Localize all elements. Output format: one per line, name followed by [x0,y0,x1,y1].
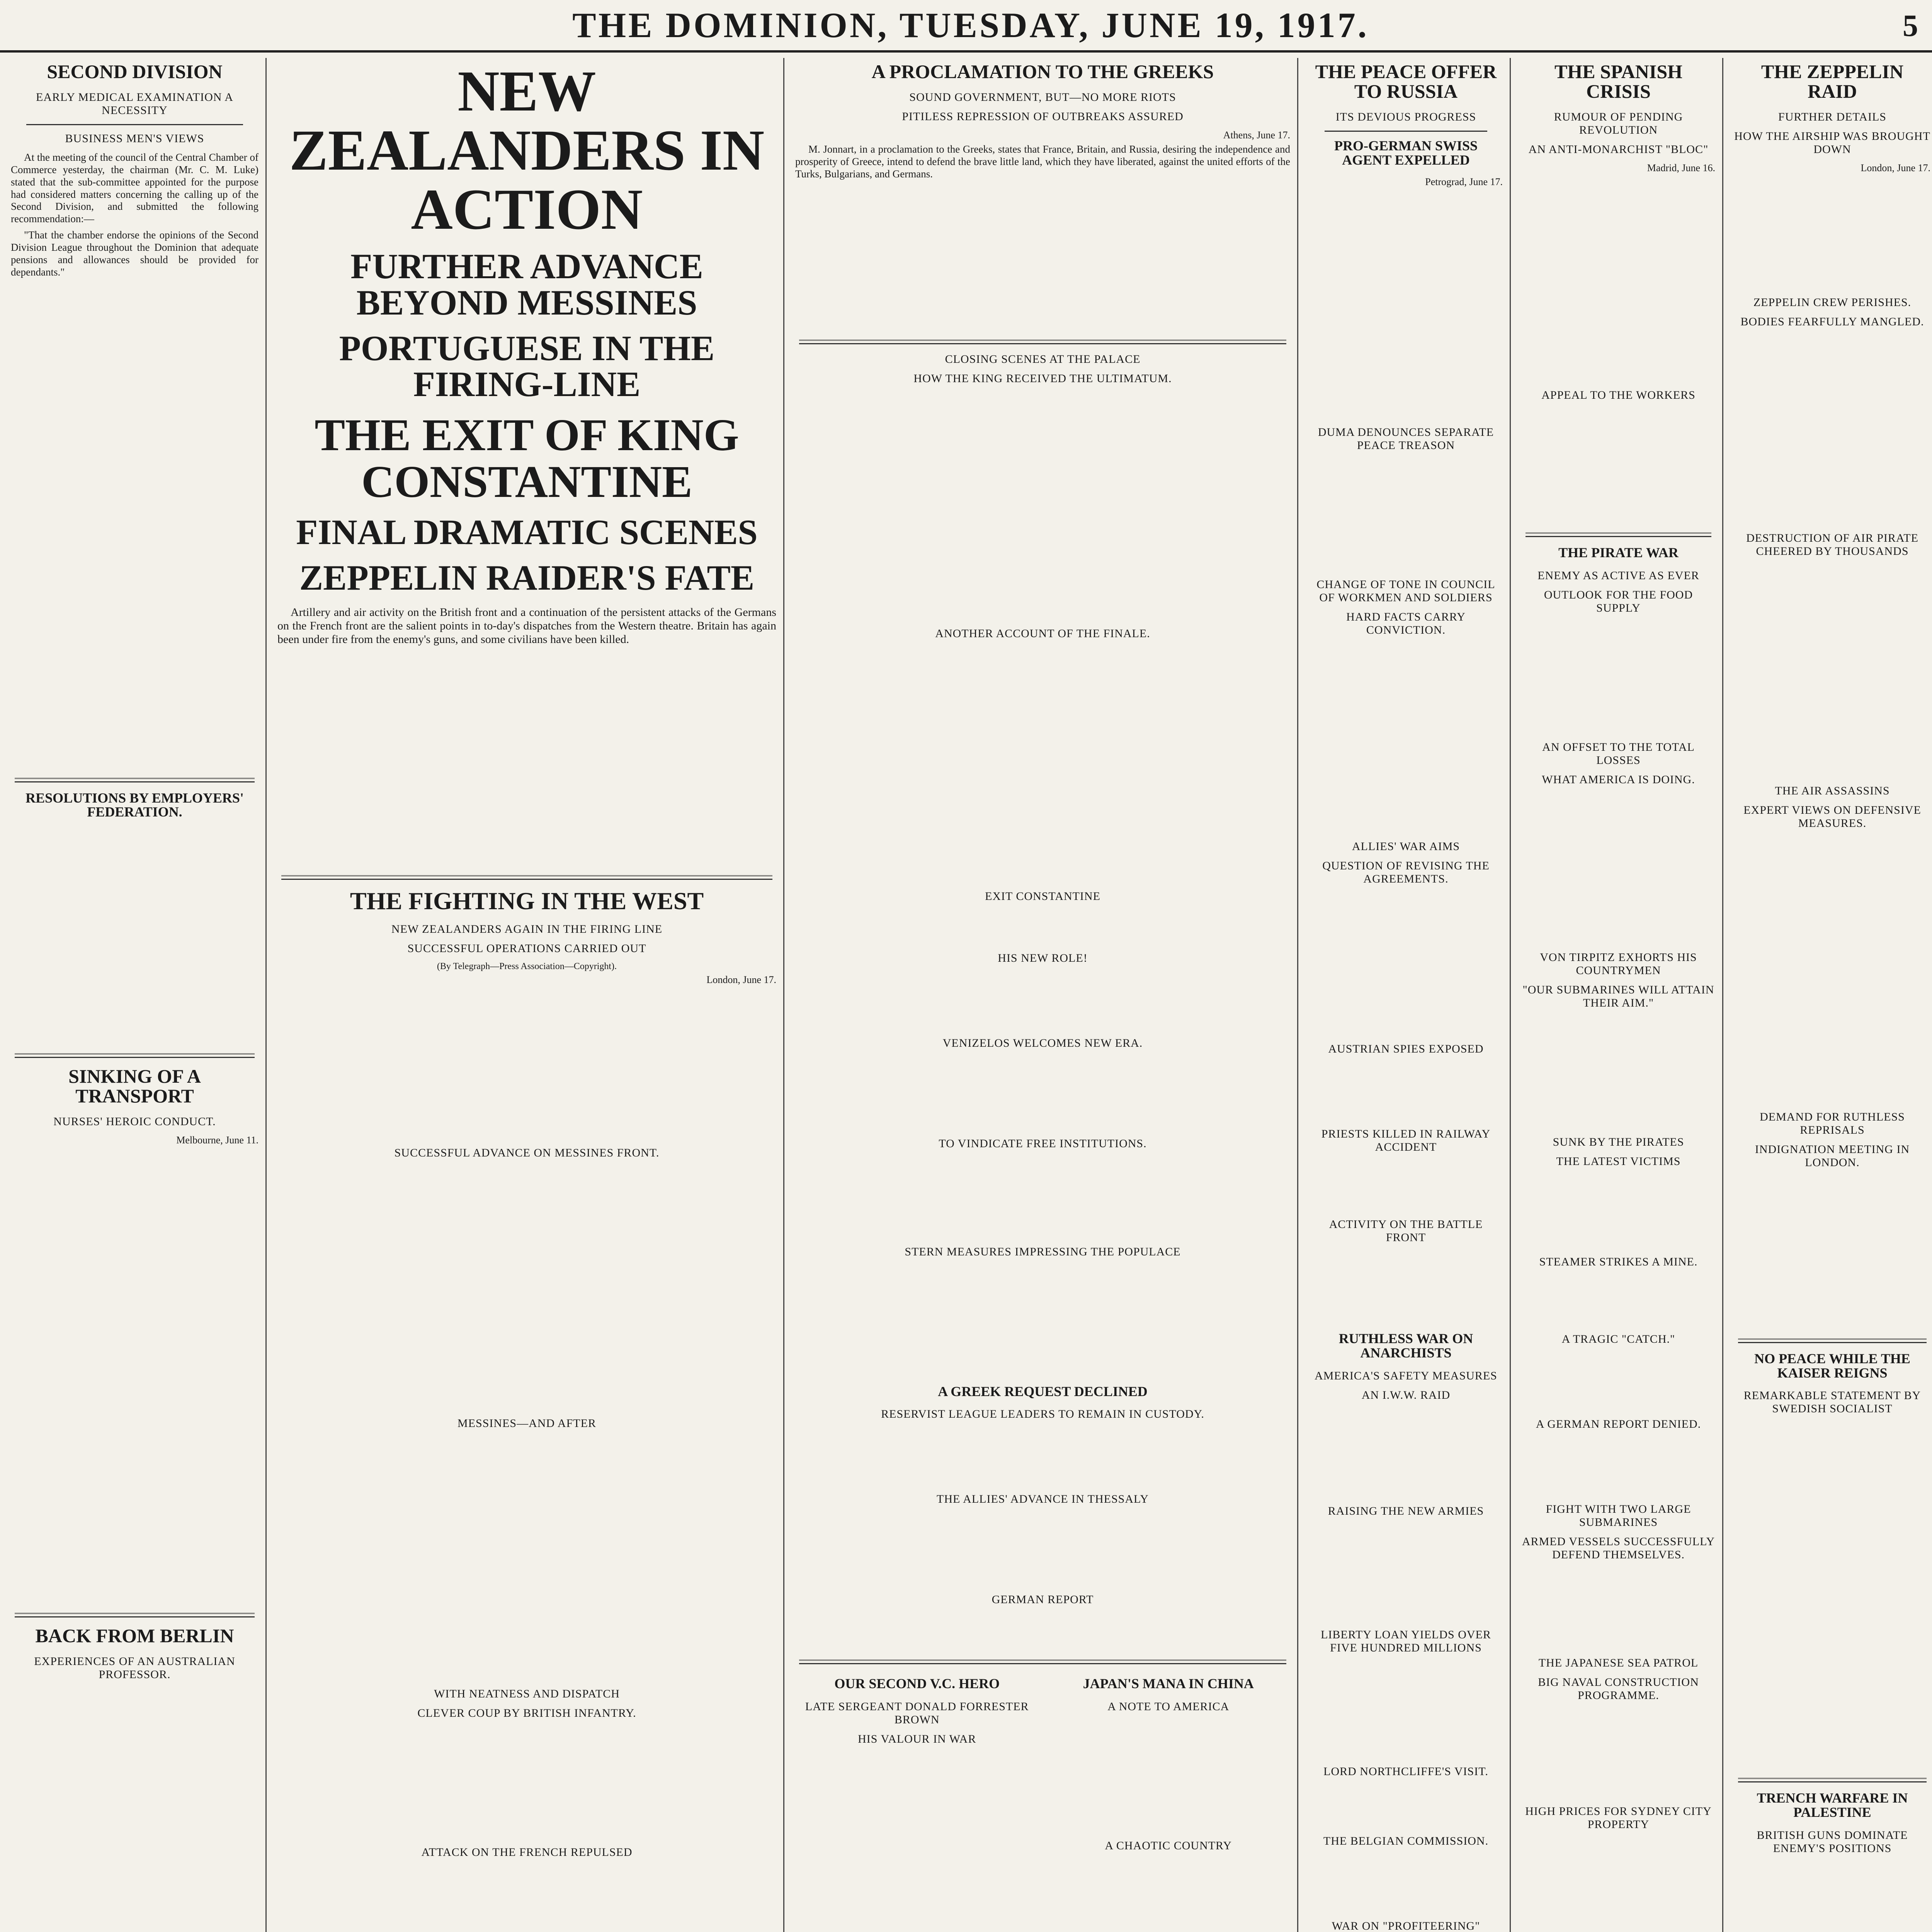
subheadline: EARLY MEDICAL EXAMINATION A NECESSITY [36,91,233,117]
subheadline: SOUND GOVERNMENT, BUT—NO MORE RIOTS [909,91,1176,104]
subheadline: AN I.W.W. RAID [1361,1388,1451,1401]
page-number: 5 [1903,9,1918,43]
subheadline: NEW ZEALANDERS AGAIN IN THE FIRING LINE [391,923,663,936]
headline: FINAL DRAMATIC SCENES [296,512,758,552]
article-text: M. Jonnart, in a proclamation to the Greeks, states that France, Britain, and Russia, desiring the independence and prosperity of Greece, intend to defend the brave little land, which they have liberated, against the united efforts of the Turks, Bulgarians, and Germans. [795,143,1290,180]
dateline: London, June 17. [706,974,776,986]
subheadline: HOW THE AIRSHIP WAS BROUGHT DOWN [1734,130,1930,156]
subheadline: BUSINESS MEN'S VIEWS [65,132,204,145]
subheadline: BIG NAVAL CONSTRUCTION PROGRAMME. [1538,1675,1699,1702]
lead-headline: NEW ZEALANDERS IN ACTION [289,59,765,242]
subheadline: APPEAL TO THE WORKERS [1541,389,1696,401]
subheadline: A GERMAN REPORT DENIED. [1536,1417,1701,1430]
subheadline: HIGH PRICES FOR SYDNEY CITY PROPERTY [1525,1804,1712,1831]
subheadline: BODIES FEARFULLY MANGLED. [1740,315,1924,328]
subheadline: STERN MEASURES IMPRESSING THE POPULACE [905,1245,1181,1258]
subheadline: PITILESS REPRESSION OF OUTBREAKS ASSURED [902,110,1184,123]
column-4 [1302,58,1511,1932]
column-6 [1727,58,1932,1932]
subheadline: A NOTE TO AMERICA [1107,1700,1230,1713]
headline: RESOLUTIONS BY EMPLOYERS' FEDERATION. [26,790,244,820]
subheadline: HIS VALOUR IN WAR [858,1733,976,1746]
subheadline: REMARKABLE STATEMENT BY SWEDISH SOCIALIST [1743,1389,1921,1415]
headline: JAPAN'S MANA IN CHINA [1083,1676,1254,1692]
subheadline: GERMAN REPORT [992,1593,1094,1606]
headline: BACK FROM BERLIN [35,1625,234,1647]
subheadline: CHANGE OF TONE IN COUNCIL OF WORKMEN AND SOLDIERS [1316,578,1495,604]
headline: A PROCLAMATION TO THE GREEKS [871,61,1214,82]
subheadline: WHAT AMERICA IS DOING. [1542,773,1695,786]
subheadline: HARD FACTS CARRY CONVICTION. [1346,611,1466,637]
subheadline: EXPERIENCES OF AN AUSTRALIAN PROFESSOR. [34,1655,235,1681]
article-text: "That the chamber endorse the opinions of the Second Division League throughout the Dominion that adequate pensions and allowances should be provided for dependants." [11,229,259,278]
headline: THE PIRATE WAR [1558,545,1679,560]
subheadline: VON TIRPITZ EXHORTS HIS COUNTRYMEN [1540,951,1697,977]
subheadline: VENIZELOS WELCOMES NEW ERA. [942,1036,1143,1049]
headline: SECOND DIVISION [47,61,223,82]
subheadline: "OUR SUBMARINES WILL ATTAIN THEIR AIM." [1522,983,1714,1009]
subheadline: DESTRUCTION OF AIR PIRATE CHEERED BY THOUSANDS [1746,532,1918,558]
headline: THE PEACE OFFER TO RUSSIA [1315,61,1497,102]
headline: SINKING OF A TRANSPORT [68,1065,201,1107]
subheadline: THE JAPANESE SEA PATROL [1538,1656,1699,1669]
lead-paragraph: Artillery and air activity on the British front and a continuation of the persistent attacks of the Germans on the French front are the salient points in to-day's dispatches from the Western theatre. Britain has again been under fire from the enemy's guns, and some civilians have been killed. [277,605,776,646]
subheadline: SUNK BY THE PIRATES [1553,1135,1684,1148]
subheadline: RAISING THE NEW ARMIES [1328,1504,1484,1517]
subheadline: AMERICA'S SAFETY MEASURES [1315,1369,1497,1382]
subheadline: HOW THE KING RECEIVED THE ULTIMATUM. [913,372,1172,385]
subheadline: SUCCESSFUL ADVANCE ON MESSINES FRONT. [394,1146,660,1160]
dateline: Athens, June 17. [1223,129,1290,141]
subheadline: OUTLOOK FOR THE FOOD SUPPLY [1544,588,1693,614]
dateline: London, June 17. [1861,162,1930,173]
subheadline: LORD NORTHCLIFFE'S VISIT. [1323,1765,1488,1778]
subheadline: DEMAND FOR RUTHLESS REPRISALS [1760,1111,1905,1136]
headline: NO PEACE WHILE THE KAISER REIGNS [1754,1351,1910,1381]
subheadline: ANOTHER ACCOUNT OF THE FINALE. [935,627,1150,640]
subheadline: WAR ON "PROFITEERING" [1332,1919,1480,1932]
dateline: Petrograd, June 17. [1425,176,1503,188]
subheadline: NURSES' HEROIC CONDUCT. [53,1115,216,1128]
subheadline: ALLIES' WAR AIMS [1352,840,1460,853]
column-1 [4,58,267,1932]
column-3 [788,58,1298,1932]
subheadline: FIGHT WITH TWO LARGE SUBMARINES [1546,1502,1691,1529]
headline: ZEPPELIN RAIDER'S FATE [299,558,755,597]
headline: FURTHER ADVANCE BEYOND MESSINES [350,247,703,322]
headline: OUR SECOND V.C. HERO [834,1676,1000,1692]
headline: RUTHLESS WAR ON ANARCHISTS [1338,1331,1473,1361]
subheadline: BRITISH GUNS DOMINATE ENEMY'S POSITIONS [1757,1828,1908,1855]
subheadline: AN OFFSET TO THE TOTAL LOSSES [1542,740,1695,767]
byline: (By Telegraph—Press Association—Copyright). [437,961,617,972]
subheadline: LIBERTY LOAN YIELDS OVER FIVE HUNDRED MILLIONS [1321,1628,1491,1654]
headline: THE FIGHTING IN THE WEST [350,887,704,915]
subheadline: TO VINDICATE FREE INSTITUTIONS. [939,1137,1147,1150]
masthead-title: THE DOMINION, TUESDAY, JUNE 19, 1917. [572,5,1369,45]
subheadline: ACTIVITY ON THE BATTLE FRONT [1329,1218,1483,1244]
headline: THE EXIT OF KING CONSTANTINE [315,410,739,507]
subheadline: THE ALLIES' ADVANCE IN THESSALY [937,1493,1149,1506]
subheadline: ITS DEVIOUS PROGRESS [1335,111,1476,123]
subheadline: THE LATEST VICTIMS [1556,1155,1681,1168]
subheadline: EXPERT VIEWS ON DEFENSIVE MEASURES. [1743,804,1921,830]
subheadline: AUSTRIAN SPIES EXPOSED [1328,1043,1484,1056]
subheadline: LATE SERGEANT DONALD FORRESTER BROWN [805,1700,1029,1726]
subheadline: FURTHER DETAILS [1778,111,1886,123]
subheadline: HIS NEW ROLE! [998,951,1088,964]
article-text: At the meeting of the council of the Central Chamber of Commerce yesterday, the chairman (Mr. C. M. Luke) stated that the sub-committee appointed for the purpose had considered matters concerning the calling up of the Second Division, and submitted the following recommendation:— [11,151,259,225]
subheadline: STEAMER STRIKES A MINE. [1539,1255,1698,1268]
column-5 [1515,58,1723,1932]
headline: THE SPANISH CRISIS [1554,61,1683,102]
subheadline: THE AIR ASSASSINS [1775,784,1890,797]
subheadline: PRIESTS KILLED IN RAILWAY ACCIDENT [1321,1128,1491,1154]
subheadline: ARMED VESSELS SUCCESSFULLY DEFEND THEMSELVES. [1522,1535,1715,1561]
subheadline: QUESTION OF REVISING THE AGREEMENTS. [1322,859,1490,886]
subheadline: MESSINES—AND AFTER [457,1417,596,1430]
subheadline: INDIGNATION MEETING IN LONDON. [1755,1143,1910,1169]
headline: A GREEK REQUEST DECLINED [938,1383,1148,1399]
subheadline: A TRAGIC "CATCH." [1561,1332,1675,1345]
subheadline: AN ANTI-MONARCHIST "BLOC" [1528,143,1709,156]
dateline: Melbourne, June 11. [176,1134,259,1146]
headline: PORTUGUESE IN THE FIRING-LINE [339,328,715,404]
headline: THE ZEPPELIN RAID [1761,61,1904,102]
subheadline: EXIT CONSTANTINE [985,889,1100,903]
subheadline: ATTACK ON THE FRENCH REPULSED [421,1846,633,1859]
dateline: Madrid, June 16. [1647,162,1715,173]
subheadline: ENEMY AS ACTIVE AS EVER [1537,569,1699,582]
subheadline: THE BELGIAN COMMISSION. [1323,1834,1489,1847]
subheadline: A CHAOTIC COUNTRY [1105,1839,1232,1852]
column-2 [270,58,784,1932]
subheadline: RESERVIST LEAGUE LEADERS TO REMAIN IN CUSTODY. [881,1408,1204,1421]
headline: PRO-GERMAN SWISS AGENT EXPELLED [1334,138,1478,168]
subheadline: CLEVER COUP BY BRITISH INFANTRY. [417,1707,636,1720]
subheadline: RUMOUR OF PENDING REVOLUTION [1554,111,1683,136]
subheadline: SUCCESSFUL OPERATIONS CARRIED OUT [407,942,646,955]
headline: TRENCH WARFARE IN PALESTINE [1757,1790,1908,1820]
masthead [0,0,1932,53]
subheadline: ZEPPELIN CREW PERISHES. [1753,296,1912,309]
subheadline: CLOSING SCENES AT THE PALACE [945,352,1141,366]
subheadline: DUMA DENOUNCES SEPARATE PEACE TREASON [1318,426,1494,452]
subheadline: WITH NEATNESS AND DISPATCH [434,1687,620,1701]
